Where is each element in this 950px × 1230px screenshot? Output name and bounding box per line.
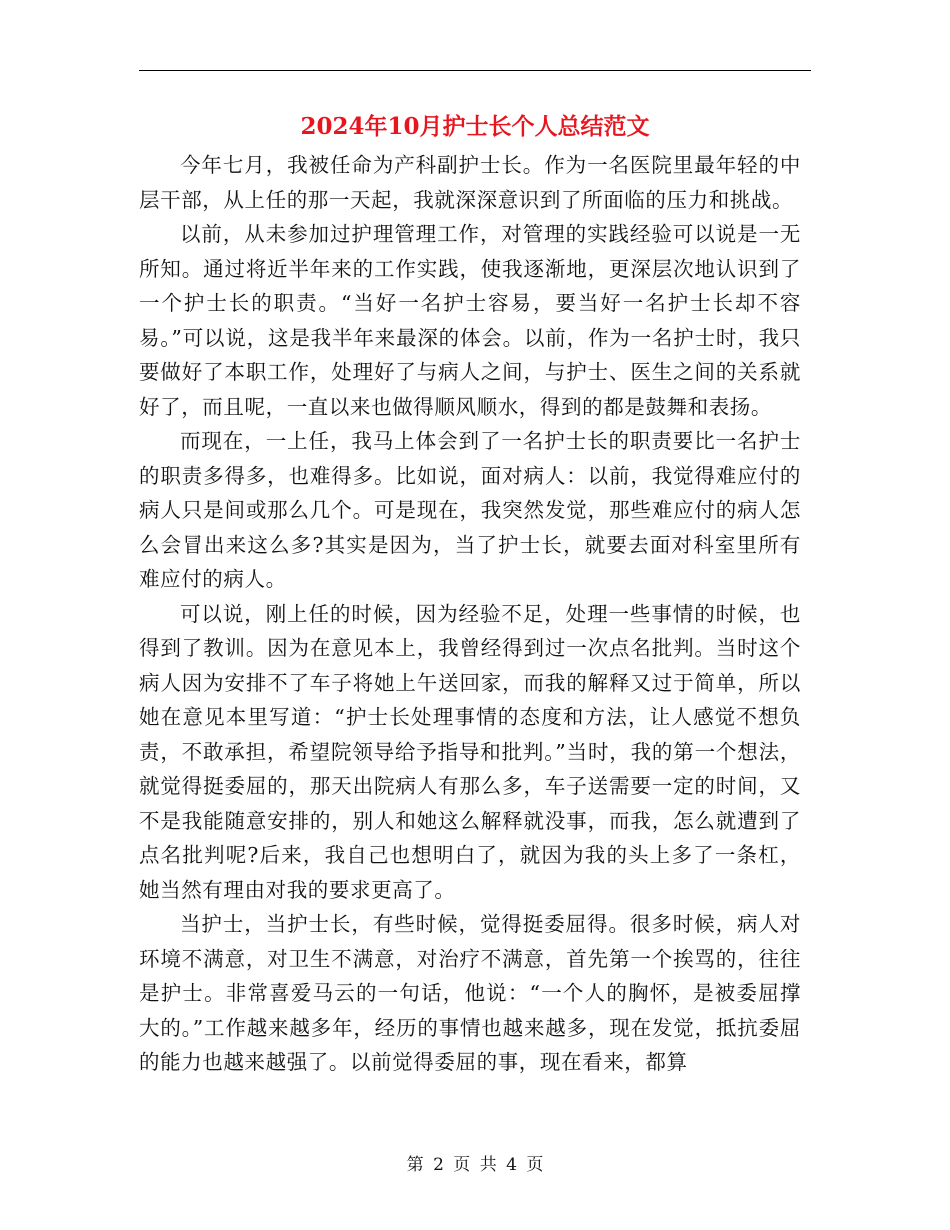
- document-title: 2024年10月护士长个人总结范文: [300, 113, 650, 140]
- paragraph-4: 可以说，刚上任的时候，因为经验不足，处理一些事情的时候，也得到了教训。因为在意见本上，我曾经得到过一次点名批判。当时这个病人因为安排不了车子将她上午送回家，而我的解释又过于简单，所以她在意见本里写道：“护士长处理事情的态度和方法，让人感觉不想负责，不敢承担，希望院领导给予指导和批判。”当时，我的第一个想法，就觉得挺委屈的，那天出院病人有那么多，车子送需要一定的时间，又不是我能随意安排的，别人和她这么解释就没事，而我，怎么就遭到了点名批判呢?后来，我自己也想明白了，就因为我的头上多了一条杠，她当然有理由对我的要求更高了。: [139, 601, 801, 902]
- paragraph-1: 今年七月，我被任命为产科副护士长。作为一名医院里最年轻的中层干部，从上任的那一天起，我就深深意识到了所面临的压力和挑战。: [139, 153, 801, 212]
- document-body: [139, 148, 801, 1080]
- paragraph-5: 当护士，当护士长，有些时候，觉得挺委屈得。很多时候，病人对环境不满意，对卫生不满意，对治疗不满意，首先第一个挨骂的，往往是护士。非常喜爱马云的一句话，他说：“一个人的胸怀，是被委屈撑大的。”工作越来越多年，经历的事情也越来越多，现在发觉，抵抗委屈的能力也越来越强了。以前觉得委屈的事，现在看来，都算: [139, 912, 801, 1074]
- paragraph-2: 以前，从未参加过护理管理工作，对管理的实践经验可以说是一无所知。通过将近半年来的工作实践，使我逐渐地，更深层次地认识到了一个护士长的职责。“当好一名护士容易，要当好一名护士长却不容易。”可以说，这是我半年来最深的体会。以前，作为一名护士时，我只要做好了本职工作，处理好了与病人之间，与护士、医生之间的关系就好了，而且呢，一直以来也做得顺风顺水，得到的都是鼓舞和表扬。: [139, 222, 801, 419]
- page-number: 第 2 页 共 4 页: [406, 1155, 544, 1175]
- header-rule: [139, 70, 811, 71]
- paragraph-3: 而现在，一上任，我马上体会到了一名护士长的职责要比一名护士的职责多得多，也难得多。比如说，面对病人：以前，我觉得难应付的病人只是间或那么几个。可是现在，我突然发觉，那些难应付的病人怎么会冒出来这么多?其实是因为，当了护士长，就要去面对科室里所有难应付的病人。: [139, 429, 801, 591]
